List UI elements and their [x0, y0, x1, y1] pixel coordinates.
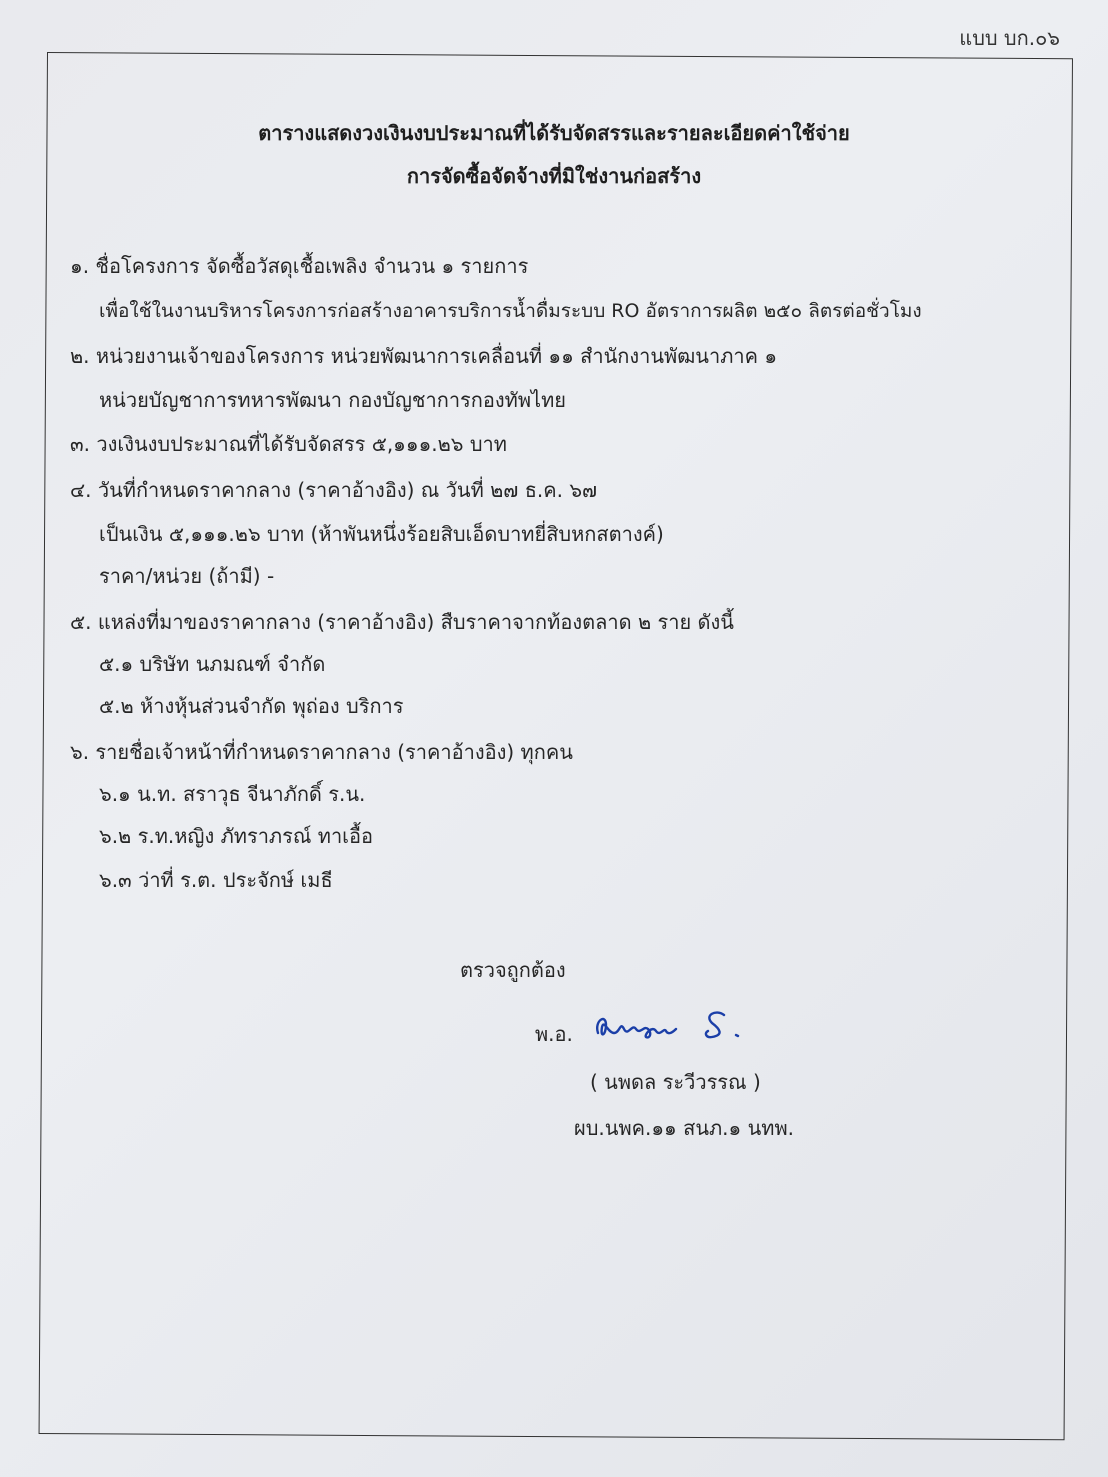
item-5-2-source: ๕.๒ ห้างหุ้นส่วนจำกัด พุถ่อง บริการ	[99, 694, 404, 718]
item-1-project-purpose: เพื่อใช้ในงานบริหารโครงการก่อสร้างอาคารบริการน้ำดื่มระบบ RO อัตราการผลิต ๒๕๐ ลิตรต่อชั่วโมง	[99, 300, 922, 322]
item-6-1-officer: ๖.๑ น.ท. สราวุธ จีนาภักดิ์ ร.น.	[99, 782, 366, 806]
item-2-owner-unit: ๒. หน่วยงานเจ้าของโครงการ หน่วยพัฒนาการเคลื่อนที่ ๑๑ สำนักงานพัฒนาภาค ๑	[70, 344, 778, 368]
document-title-line-1: ตารางแสดงวงเงินงบประมาณที่ได้รับจัดสรรและรายละเอียดค่าใช้จ่าย	[258, 121, 850, 145]
item-6-2-officer: ๖.๒ ร.ท.หญิง ภัทราภรณ์ ทาเอื้อ	[99, 824, 374, 848]
item-4-unit-price: ราคา/หน่วย (ถ้ามี) -	[99, 564, 275, 588]
item-5-price-source: ๕. แหล่งที่มาของราคากลาง (ราคาอ้างอิง) สืบราคาจากท้องตลาด ๒ ราย ดังนี้	[70, 610, 734, 634]
item-1-project-name: ๑. ชื่อโครงการ จัดซื้อวัสดุเชื้อเพลิง จำนวน ๑ รายการ	[70, 254, 529, 278]
item-2-owner-command: หน่วยบัญชาการทหารพัฒนา กองบัญชาการกองทัพไทย	[99, 388, 567, 412]
item-6-3-officer: ๖.๓ ว่าที่ ร.ต. ประจักษ์ เมธี	[99, 868, 333, 892]
item-5-1-source: ๕.๑ บริษัท นภมณฑ์ จำกัด	[99, 652, 326, 676]
signer-rank: พ.อ.	[535, 1022, 573, 1046]
signer-position: ผบ.นพค.๑๑ สนภ.๑ นทพ.	[574, 1116, 794, 1140]
item-4-reference-date: ๔. วันที่กำหนดราคากลาง (ราคาอ้างอิง) ณ วันที่ ๒๗ ธ.ค. ๖๗	[70, 478, 598, 502]
form-code: แบบ บก.๐๖	[959, 26, 1060, 50]
handwritten-signature	[592, 1003, 762, 1053]
document-title-line-2: การจัดซื้อจัดจ้างที่มิใช่งานก่อสร้าง	[406, 164, 702, 188]
verified-label: ตรวจถูกต้อง	[460, 958, 566, 982]
item-4-amount: เป็นเงิน ๕,๑๑๑.๒๖ บาท (ห้าพันหนึ่งร้อยสิบเอ็ดบาทยี่สิบหกสตางค์)	[99, 522, 664, 546]
item-3-budget: ๓. วงเงินงบประมาณที่ได้รับจัดสรร ๕,๑๑๑.๒๖ บาท	[70, 432, 507, 456]
item-6-officers: ๖. รายชื่อเจ้าหน้าที่กำหนดราคากลาง (ราคาอ้างอิง) ทุกคน	[70, 740, 573, 764]
signer-name: ( นพดล ระวีวรรณ )	[590, 1070, 761, 1094]
